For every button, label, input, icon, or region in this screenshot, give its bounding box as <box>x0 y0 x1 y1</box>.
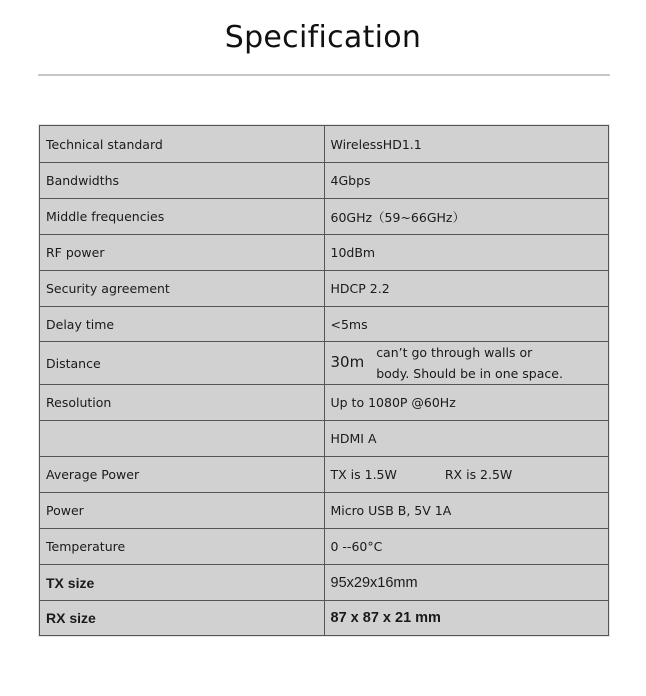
table-row <box>40 529 609 565</box>
table-row <box>40 199 609 235</box>
table-row <box>40 235 609 271</box>
spec-value: 87 x 87 x 21 mm <box>324 601 609 636</box>
spec-label: Distance <box>40 342 325 385</box>
spec-label <box>40 421 325 457</box>
table-row <box>40 126 609 163</box>
table-row <box>40 601 609 636</box>
table-row <box>40 565 609 601</box>
table-row <box>40 307 609 342</box>
spec-label: Temperature <box>40 529 325 565</box>
distance-note-line: body. Should be in one space. <box>376 366 563 381</box>
table-row <box>40 385 609 421</box>
spec-label: Security agreement <box>40 271 325 307</box>
spec-value: HDMI A <box>324 421 609 457</box>
spec-value: 0 --60°C <box>324 529 609 565</box>
table-row <box>40 457 609 493</box>
title-divider <box>38 74 610 76</box>
table-row <box>40 493 609 529</box>
table-row <box>40 163 609 199</box>
spec-label: RX size <box>40 601 325 636</box>
distance-value: 30m <box>330 352 365 371</box>
spec-value: Micro USB B, 5V 1A <box>324 493 609 529</box>
table-row <box>40 342 609 385</box>
spec-value: WirelessHD1.1 <box>324 126 609 163</box>
spec-value: 95x29x16mm <box>324 565 609 601</box>
spec-label: Power <box>40 493 325 529</box>
spec-value: 10dBm <box>324 235 609 271</box>
specification-table <box>39 125 609 636</box>
spec-label: RF power <box>40 235 325 271</box>
table-row <box>40 421 609 457</box>
spec-label: Technical standard <box>40 126 325 163</box>
spec-label: Bandwidths <box>40 163 325 199</box>
spec-value-power <box>324 457 609 493</box>
spec-label: Average Power <box>40 457 325 493</box>
spec-value-distance <box>324 342 609 385</box>
tx-power-value: TX is 1.5W <box>330 467 397 482</box>
rx-power-value: RX is 2.5W <box>444 467 513 482</box>
spec-label: Delay time <box>40 307 325 342</box>
table-row <box>40 271 609 307</box>
spec-label: TX size <box>40 565 325 601</box>
distance-note-line: can’t go through walls or <box>376 345 533 360</box>
spec-value: 4Gbps <box>324 163 609 199</box>
spec-label: Middle frequencies <box>40 199 325 235</box>
spec-label: Resolution <box>40 385 325 421</box>
page-title: Specification <box>224 20 422 55</box>
spec-value: <5ms <box>324 307 609 342</box>
distance-note <box>376 342 563 384</box>
spec-value: 60GHz（59~66GHz） <box>324 199 609 235</box>
spec-value: Up to 1080P @60Hz <box>324 385 609 421</box>
spec-value: HDCP 2.2 <box>324 271 609 307</box>
